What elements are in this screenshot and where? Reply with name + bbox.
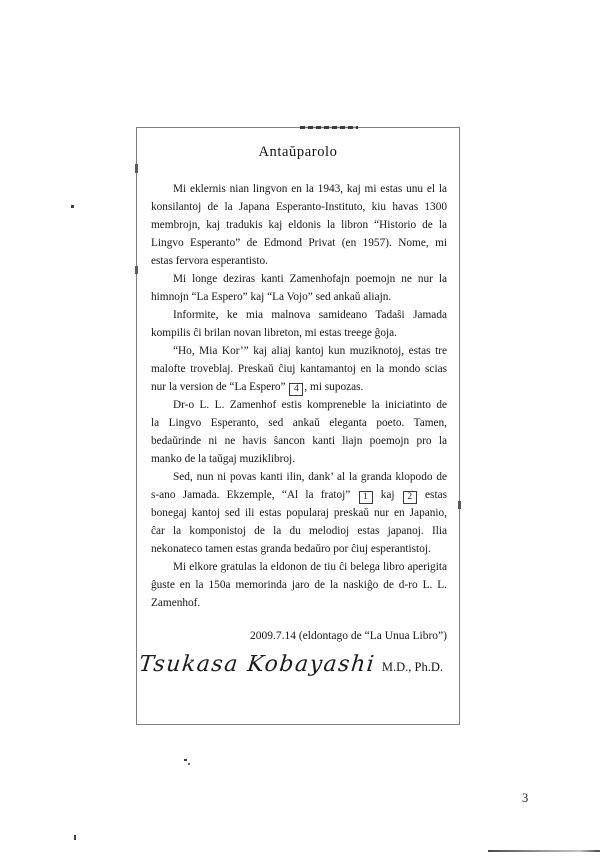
- text-line: Lingvo Esperanto” de Edmond Privat (en 1957). Nome, mi: [151, 237, 447, 249]
- footer-rule-artifact: [488, 850, 600, 852]
- text-line: bedaŭrinde ni ne havis ŝancon kanti liajn poemojn pro la: [151, 435, 447, 447]
- text-line: Sed, nun ni povas kanti ilin, dank’ al la granda klopodo de: [173, 471, 447, 483]
- text-line: la Lingvo Esperanto, sed ankaŭ eleganta poeto. Tamen,: [151, 417, 447, 429]
- body-text: [151, 180, 447, 612]
- text-line: estas fervora esperantisto.: [151, 255, 269, 267]
- text-line: Mi elkore gratulas la eldonon de tiu ĉi belega libro aperigita: [173, 561, 447, 573]
- text-line: Mi longe deziras kanti Zamenhofajn poemojn ne nur la: [173, 273, 447, 285]
- text-frame-border: [136, 127, 460, 725]
- text-line: bonegaj kantoj sed ili estas popularaj preskaŭ nur en Japanio,: [151, 507, 447, 519]
- ink-speck: [71, 205, 74, 208]
- text-line: Informite, ke mia malnova samideano Tadaŝi Jamada: [173, 309, 447, 321]
- text-line: s-ano Jamada. Ekzemple, “Al la fratoj” 1 kaj 2 estas: [151, 489, 447, 502]
- scan-smudge-artifact: [300, 126, 358, 129]
- signature-credentials: M.D., Ph.D.: [381, 660, 443, 674]
- text-line: Dr-o L. L. Zamenhof estis kompreneble la iniciatinto de: [173, 399, 447, 411]
- scan-tick-artifact: [135, 164, 138, 173]
- text-line: malofte troveblaj. Preskaŭ ĉiuj kantamantoj en la mondo scias: [151, 363, 447, 375]
- text-line: himnojn “La Espero” kaj “La Vojo” sed ankaŭ aliajn.: [151, 291, 392, 303]
- scan-tick-artifact: [135, 266, 138, 274]
- signature: [139, 652, 443, 677]
- page-title: Antaŭparolo: [258, 144, 338, 160]
- reference-number-box: 1: [359, 491, 373, 504]
- text-line: kompilis ĉi brilan novan libreton, mi estas treege ĝoja.: [151, 327, 397, 339]
- ink-speck: [184, 759, 187, 761]
- scan-tick-artifact: [458, 501, 461, 509]
- reference-number-box: 2: [403, 491, 417, 504]
- ink-speck: [188, 763, 190, 765]
- text-line: “Ho, Mia Kor’” kaj aliaj kantoj kun muziknotoj, estas tre: [173, 345, 447, 357]
- reference-number-box: 4: [289, 383, 303, 396]
- text-line: membrojn, kaj tradukis kaj eldonis la libron “Historio de la: [151, 219, 447, 231]
- text-line: Zamenhof.: [151, 597, 201, 609]
- page-number: 3: [522, 791, 529, 805]
- text-line: ĝuste en la 150a memorinda jaro de la naskiĝo de d-ro L. L.: [151, 579, 447, 591]
- text-line: konsilantoj de la Japana Esperanto-Instituto, kiu havas 1300: [151, 201, 447, 213]
- text-line: nur la version de “La Espero” 4 , mi supozas.: [151, 381, 364, 394]
- text-line: nekonateco tamen estas granda bedaŭro por ĉiuj esperantistoj.: [151, 543, 431, 555]
- text-line: ĉar la komponistoj de la du melodioj estas japanoj. Ilia: [151, 525, 447, 537]
- ink-speck: [74, 835, 76, 840]
- date-line: 2009.7.14 (eldontago de “La Unua Libro”): [249, 630, 447, 642]
- text-line: manko de la taŭgaj muziklibroj.: [151, 453, 295, 465]
- signature-name: Tsukasa Kobayashi: [137, 652, 377, 677]
- text-line: Mi eklernis nian lingvon en la 1943, kaj mi estas unu el la: [173, 183, 447, 195]
